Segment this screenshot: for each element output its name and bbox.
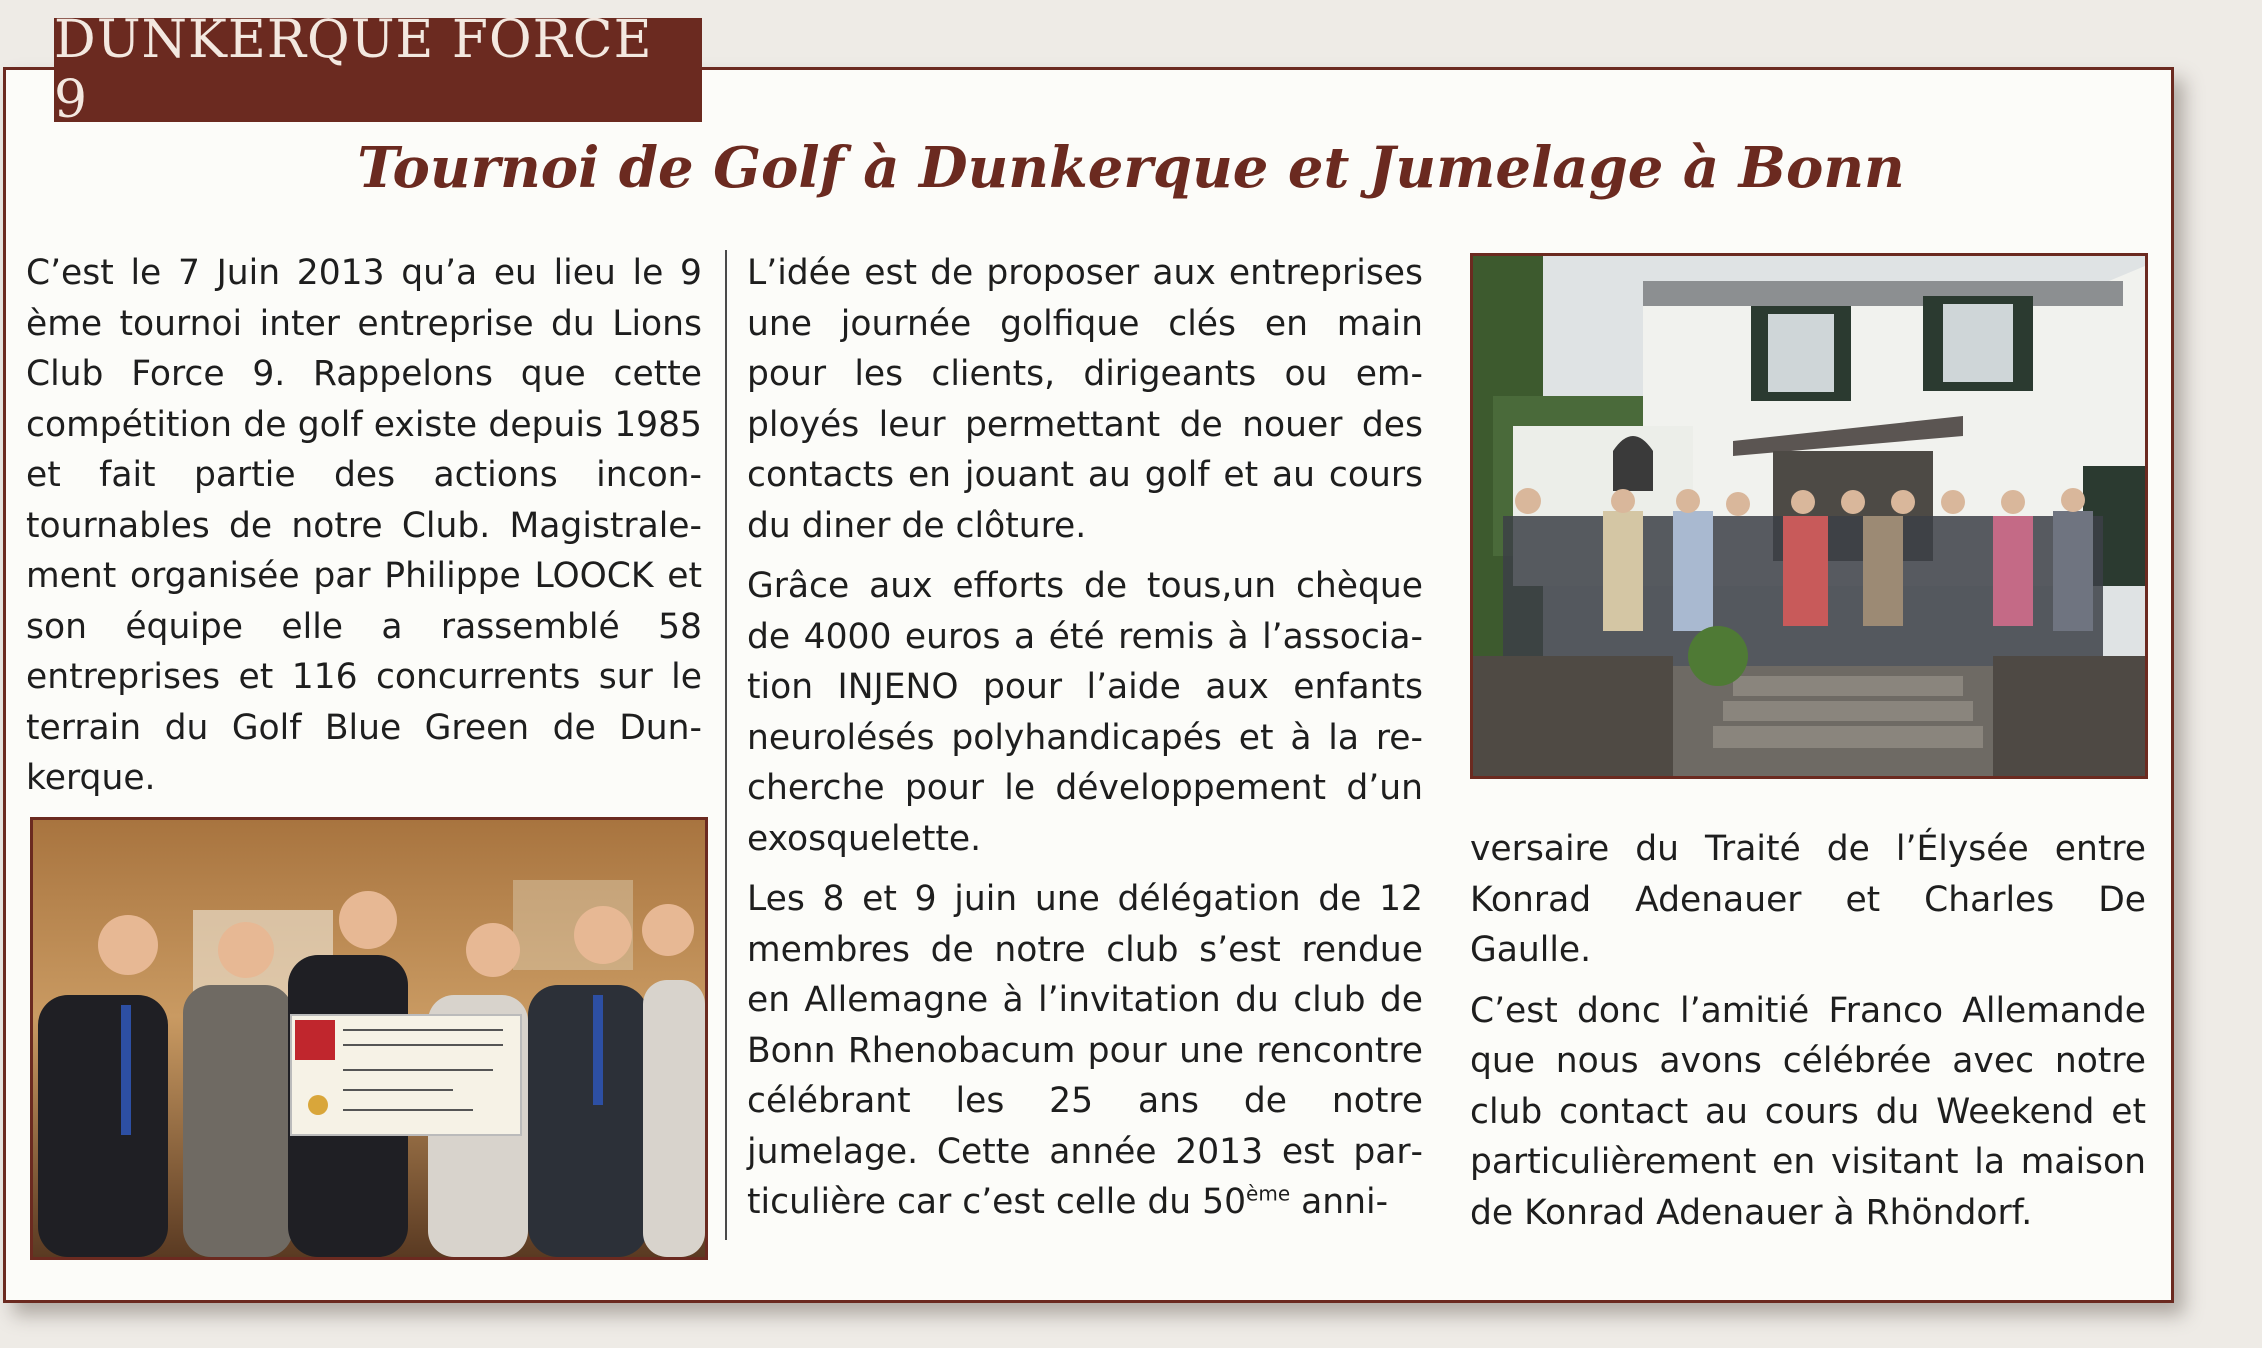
article-title: Tournoi de Golf à Dunkerque et Jumelage à Bonn xyxy=(357,135,1905,201)
paragraph-cheque: Grâce aux efforts de tous,un chèque de 4000 euros a été remis à l’association INJENO pour l’aide aux enfants neurolésés polyhandicapés et à la recherche pour le développement d’un exosquelette. xyxy=(747,566,1423,859)
cheque-presentation-photo xyxy=(30,817,708,1260)
house-photo-illustration xyxy=(1473,256,2145,776)
column-2 xyxy=(747,248,1423,1238)
paragraph-bonn-delegation xyxy=(747,874,1423,1228)
cheque-photo-illustration xyxy=(33,820,705,1257)
paragraph-elysee: versaire du Traité de l’Élysée entre Konrad Adenauer et Charles De Gaulle. xyxy=(1470,829,2146,970)
adenauer-house-photo xyxy=(1470,253,2148,779)
section-tab: DUNKERQUE FORCE 9 xyxy=(54,18,702,122)
text-run: anni- xyxy=(1290,1182,1389,1222)
column-1 xyxy=(26,248,702,814)
column-3 xyxy=(1470,824,2146,1248)
paragraph-golf-tournament: C’est le 7 Juin 2013 qu’a eu lieu le 9 ème tournoi inter entreprise du Lions Club Force 9. Rappelons que cette compétition de golf existe depuis 1985 et fait partie des actions incontournables de notre Club. Magistralement organisée par Philippe LOOCK et son équipe elle a rassemblé 58 entreprises et 116 concurrents sur le terrain du Golf Blue Green de Dunkerque. xyxy=(26,253,702,798)
superscript: ème xyxy=(1246,1181,1291,1206)
text-run: Les 8 et 9 juin une délégation de 12 membres de notre club s’est rendue en Allemagne à l’invitation du club de Bonn Rhenobacum pour une rencontre célébrant les 25 ans de notre jumelage. Cette année 2013 est particulière car c’est celle du 50 xyxy=(747,879,1423,1222)
column-divider xyxy=(725,250,727,1240)
paragraph-golf-concept: L’idée est de proposer aux entreprises une journée golfique clés en main pour les clients, dirigeants ou employés leur permettant de nouer des contacts en jouant au golf et au cours du diner de clôture. xyxy=(747,253,1423,546)
paragraph-friendship: C’est donc l’amitié Franco Allemande que nous avons célébrée avec notre club contact au cours du Weekend et particulièrement en visitant la maison de Konrad Adenauer à Rhöndorf. xyxy=(1470,990,2146,1233)
